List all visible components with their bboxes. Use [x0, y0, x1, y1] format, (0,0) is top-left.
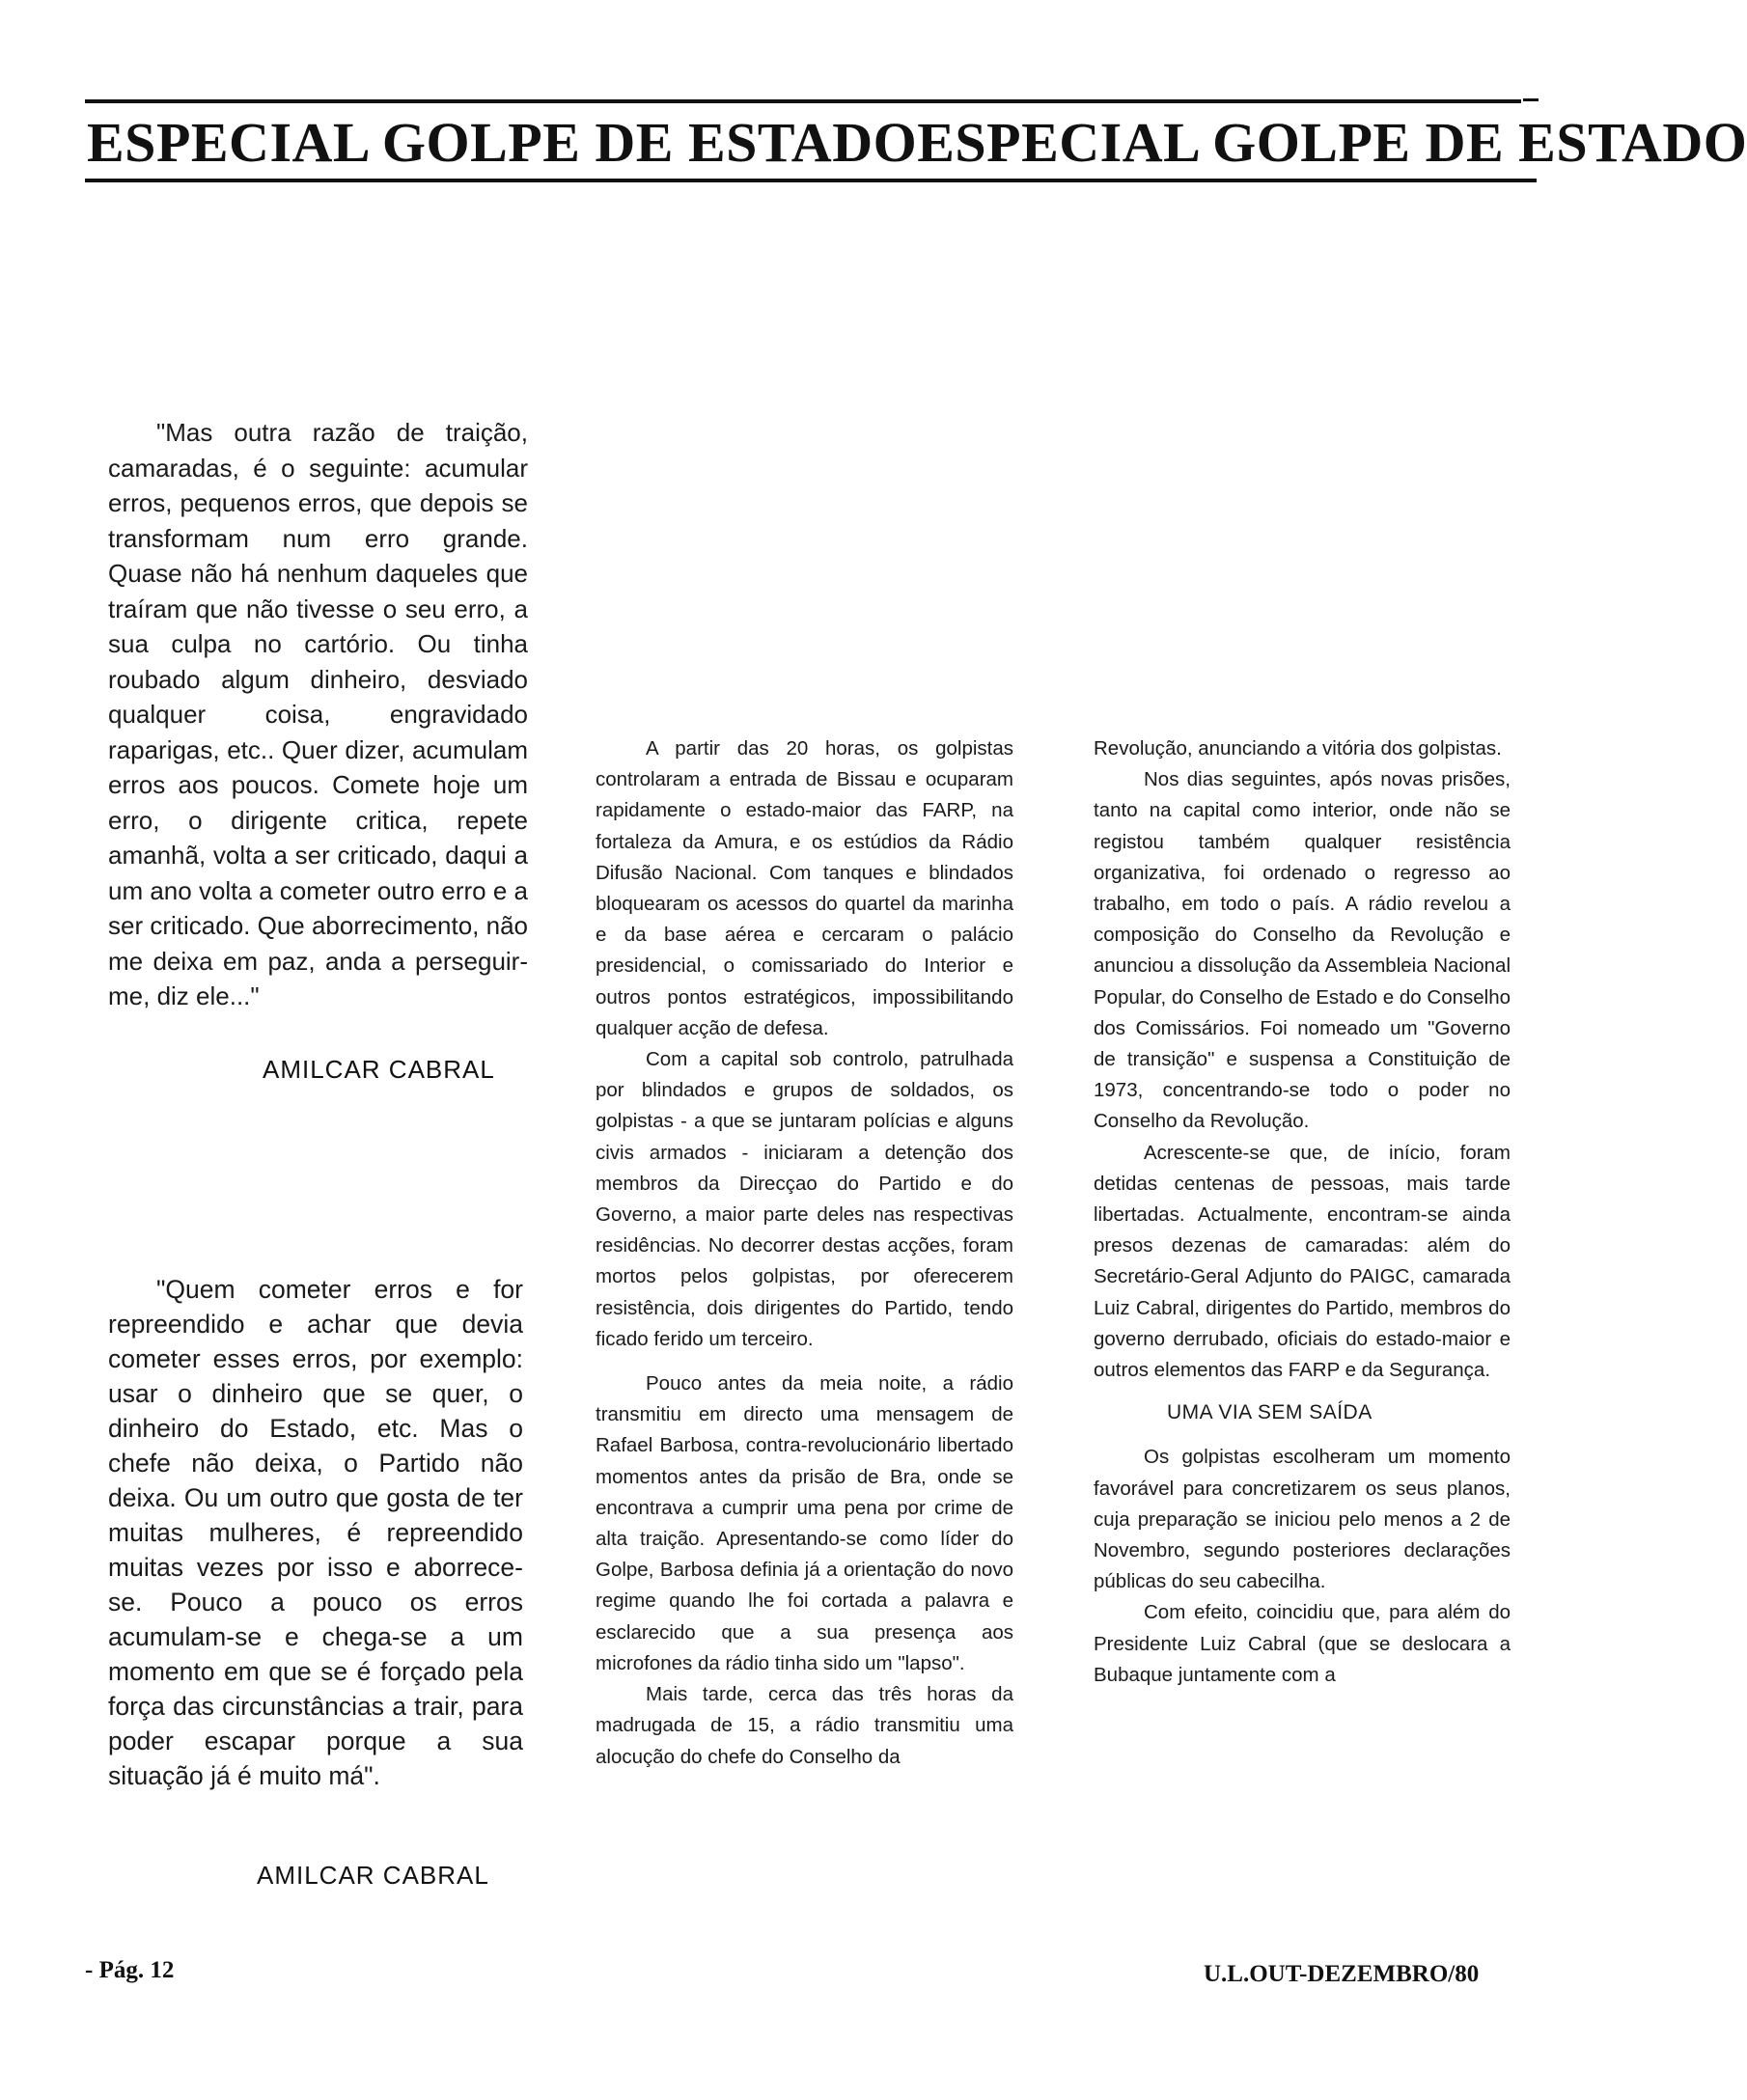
article-paragraph: A partir das 20 horas, os golpistas controlaram a entrada de Bissau e ocuparam rapidamente o estado-maior das FARP, na fortaleza da Amura, e os estúdios da Rádio Difusão Nacional. Com tanques e blindados bloquearam os acessos do quartel da marinha e da base aérea e cercaram o palácio presidencial, o comissariado do Interior e outros pontos estratégicos, impossibilitando qualquer acção de defesa.	[596, 737, 1013, 1039]
quote-text: "Mas outra razão de traição, camaradas, é o seguinte: acumular erros, pequenos erros, que depois se transformam num erro grande. Quase não há nenhum daqueles que traíram que não tivesse o seu erro, a sua culpa no cartório. Ou tinha roubado algum dinheiro, desviado qualquer coisa, engravidado raparigas, etc.. Quer dizer, acumulam erros aos poucos. Comete hoje um erro, o dirigente critica, repete amanhã, volta a ser criticado, daqui a um ano volta a cometer outro erro e a ser criticado. Que aborrecimento, não me deixa em paz, anda a perseguir-me, diz ele..."	[108, 418, 529, 1010]
article-paragraph: Os golpistas escolheram um momento favorável para concretizarem os seus planos, cuja preparação se iniciou pelo menos a 2 de Novembro, segundo posteriores declarações públicas do seu cabecilha.	[1094, 1446, 1511, 1593]
article-subheading: UMA VIA SEM SAÍDA	[1167, 1401, 1373, 1424]
article-paragraph: Com a capital sob controlo, patrulhada por blindados e grupos de soldados, os golpistas - a que se juntaram polícias e alguns civis armados - iniciaram a detenção dos membros da Direcçao do Partido e do Governo, a maior parte deles nas respectivas residências. No decorrer destas acções, foram mortos pelos golpistas, por oferecerem resistência, dois dirigentes do Partido, tendo ficado ferido um terceiro.	[596, 1048, 1013, 1350]
header-top-rule	[85, 99, 1521, 103]
quote-block-2	[108, 1272, 523, 1793]
article-paragraph: Nos dias seguintes, após novas prisões, tanto na capital como interior, onde não se registou também qualquer resistência organizativa, foi ordenado o regresso ao trabalho, em todo o país. A rádio revelou a composição do Conselho da Revolução e anunciou a dissolução da Assembleia Nacional Popular, do Conselho de Estado e do Conselho dos Comissários. Foi nomeado um "Governo de transição" e suspensa a Constituição de 1973, concentrando-se todo o poder no Conselho da Revolução.	[1094, 768, 1511, 1133]
article-paragraph: Pouco antes da meia noite, a rádio transmitiu em directo uma mensagem de Rafael Barbosa, contra-revolucionário libertado momentos antes da prisão de Bra, onde se encontrava a cumprir uma pena por crime de alta traição. Apresentando-se como líder do Golpe, Barbosa definia já a orientação do novo regime quando lhe foi cortada a palavra e esclarecido que a sua presença aos microfones da rádio tinha sido um "lapso".	[596, 1372, 1013, 1674]
article-column-right	[1094, 733, 1511, 1691]
article-paragraph: Acrescente-se que, de início, foram detidas centenas de pessoas, mais tarde libertadas. Actualmente, encontram-se ainda presos dezenas de camaradas: além do Secretário-Geral Adjunto do PAIGC, camarada Luiz Cabral, dirigentes do Partido, membros do governo derrubado, oficiais do estado-maior e outros elementos das FARP e da Segurança.	[1094, 1141, 1511, 1382]
quote-author: AMILCAR CABRAL	[257, 1861, 489, 1890]
article-paragraph: Revolução, anunciando a vitória dos golpistas.	[1094, 737, 1502, 760]
article-paragraph: Mais tarde, cerca das três horas da madrugada de 15, a rádio transmitiu uma alocução do chefe do Conselho da	[596, 1683, 1013, 1768]
quote-author: AMILCAR CABRAL	[263, 1055, 495, 1084]
article-paragraph: Com efeito, coincidiu que, para além do Presidente Luiz Cabral (que se deslocara a Bubaque juntamente com a	[1094, 1601, 1511, 1686]
header-top-rule-tick	[1523, 98, 1539, 101]
section-headline: ESPECIAL GOLPE DE ESTADOESPECIAL GOLPE DE ESTADO	[87, 111, 1747, 174]
page-number: - Pág. 12	[85, 1957, 175, 1983]
quote-block-1	[108, 415, 528, 1014]
quote-text: "Quem cometer erros e for repreendido e achar que devia cometer esses erros, por exemplo: usar o dinheiro que se quer, o dinheiro do Estado, etc. Mas o chefe não deixa, o Partido não deixa. Ou um outro que gosta de ter muitas mulheres, é repreendido muitas vezes por isso e aborrece-se. Pouco a pouco os erros acumulam-se e chega-se a um momento em que se é forçado pela força das circunstâncias a trair, para poder escapar porque a sua situação já é muito má".	[108, 1275, 523, 1790]
header-bottom-rule	[85, 179, 1537, 182]
article-column-middle	[596, 733, 1013, 1773]
issue-label: U.L.OUT-DEZEMBRO/80	[1204, 1961, 1480, 1987]
